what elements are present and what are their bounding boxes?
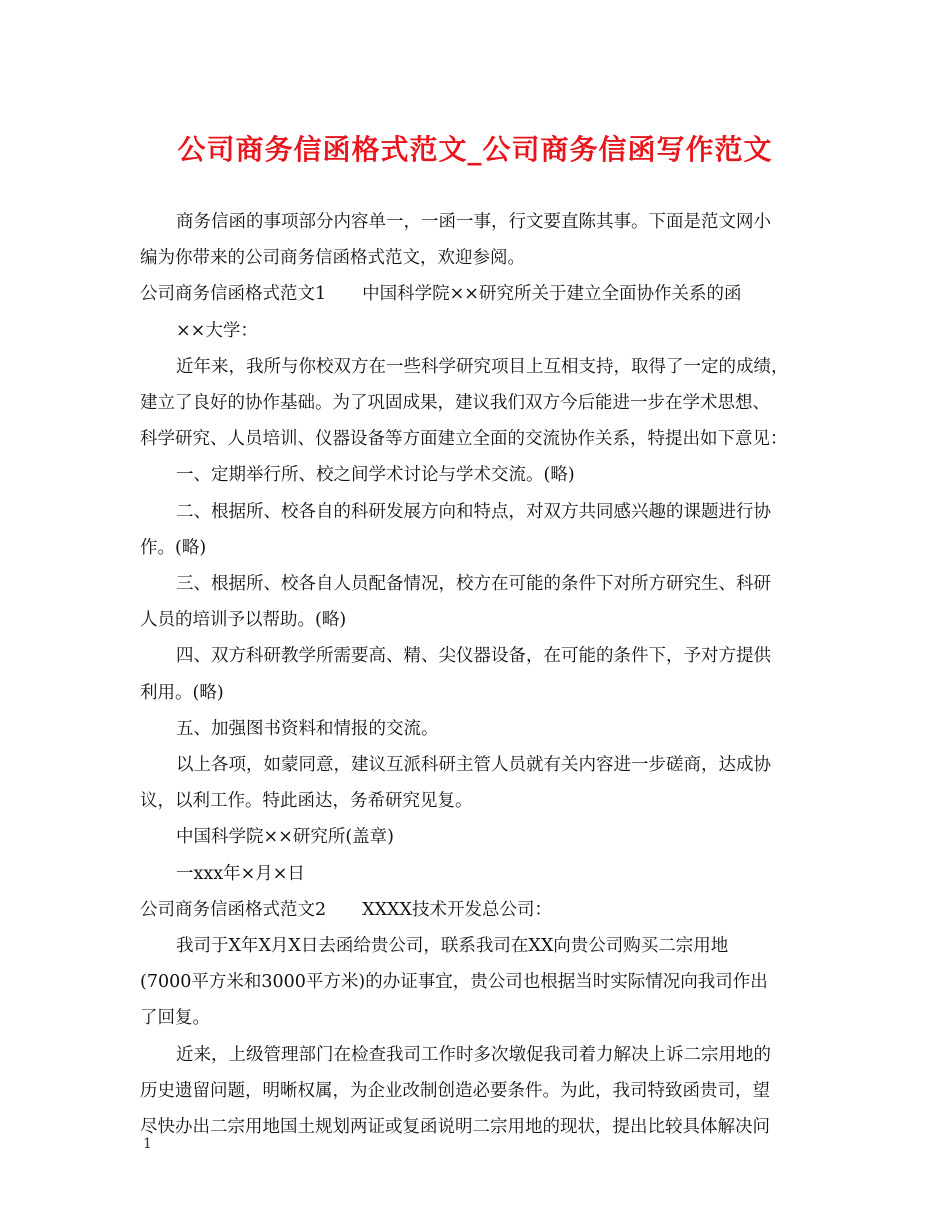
text-line-content: 商务信函的事项部分内容单一，一函一事，行文要直陈其事。下面是范文网小 [176,212,771,232]
text-line-content: 人员的培训予以帮助。(略) [140,610,347,631]
text-line-content: 二、根据所、校各自的科研发展方向和特点，对双方共同感兴趣的课题进行协 [176,501,771,522]
text-line [140,856,834,892]
text-line-content: 近年来，我所与你校双方在一些科学研究项目上互相支持，取得了一定的成绩， [176,356,789,377]
text-line-content: 一xxx年×月×日 [176,863,305,884]
text-line [140,819,834,855]
text-line [140,566,834,602]
text-line-content: 以上各项，如蒙同意，建议互派科研主管人员就有关内容进一步磋商，达成协 [176,755,771,776]
text-line [140,928,834,964]
text-line [140,892,834,928]
text-line [140,313,834,349]
text-line-content: 建立了良好的协作基础。为了巩固成果，建议我们双方今后能进一步在学术思想、 [140,393,770,414]
text-line [140,494,834,530]
page-title: 公司商务信函格式范文_公司商务信函写作范文 [177,133,773,166]
text-line [140,964,834,1000]
text-line-content: 编为你带来的公司商务信函格式范文，欢迎参阅。 [140,248,525,269]
text-line-content: 利用。(略) [140,682,224,703]
text-line-content: 作。(略) [140,537,207,558]
text-line [140,276,834,312]
text-line [140,1000,834,1036]
text-line [140,240,834,276]
text-line-content: (7000平方米和3000平方米)的办证事宜，贵公司也根据当时实际情况向我司作出 [140,972,768,993]
text-line [140,747,834,783]
text-line [140,349,834,385]
text-line-content: 公司商务信函格式范文1 [140,284,327,305]
text-line [140,385,834,421]
text-line-content: 公司商务信函格式范文2 [140,899,327,920]
text-line-content: 近来，上级管理部门在检查我司工作时多次墩促我司着力解决上诉二宗用地的 [176,1044,771,1065]
text-line [140,602,834,638]
text-line-content: 科学研究、人员培训、仪器设备等方面建立全面的交流协作关系，特提出如下意见： [140,429,788,450]
text-line [140,530,834,566]
text-line [140,457,834,493]
text-line-heading: 中国科学院××研究所关于建立全面协作关系的函 [362,284,742,305]
text-line-content: 中国科学院××研究所(盖章) [176,827,394,848]
text-line-heading: XXXX技术开发总公司： [362,899,552,920]
text-line [140,421,834,457]
text-line-content: 历史遗留问题，明晰权属，为企业改制创造必要条件。为此，我司特致函贵司，望 [140,1080,770,1101]
text-line [140,204,834,240]
document-body [140,204,834,1145]
text-line [140,1073,834,1109]
text-line-content: 一、定期举行所、校之间学术讨论与学术交流。(略) [176,465,575,486]
text-line [140,1037,834,1073]
text-line [140,1109,834,1145]
text-line-content: 三、根据所、校各自人员配备情况，校方在可能的条件下对所方研究生、科研 [176,574,771,595]
text-line [140,783,834,819]
page-number: 1 [143,1136,152,1152]
text-line-content: 议，以利工作。特此函达，务希研究见复。 [140,791,473,812]
text-line-content: 尽快办出二宗用地国土规划两证或复函说明二宗用地的现状，提出比较具体解决问 [140,1117,770,1138]
text-line [140,675,834,711]
text-line-content: ××大学： [176,320,258,341]
text-line-content: 了回复。 [140,1008,210,1029]
text-line [140,711,834,747]
text-line-content: 我司于X年X月X日去函给贵公司，联系我司在XX向贵公司购买二宗用地 [176,936,729,957]
text-line [140,638,834,674]
text-line-content: 五、加强图书资料和情报的交流。 [176,718,439,739]
text-line-content: 四、双方科研教学所需要高、精、尖仪器设备，在可能的条件下，予对方提供 [176,646,771,667]
